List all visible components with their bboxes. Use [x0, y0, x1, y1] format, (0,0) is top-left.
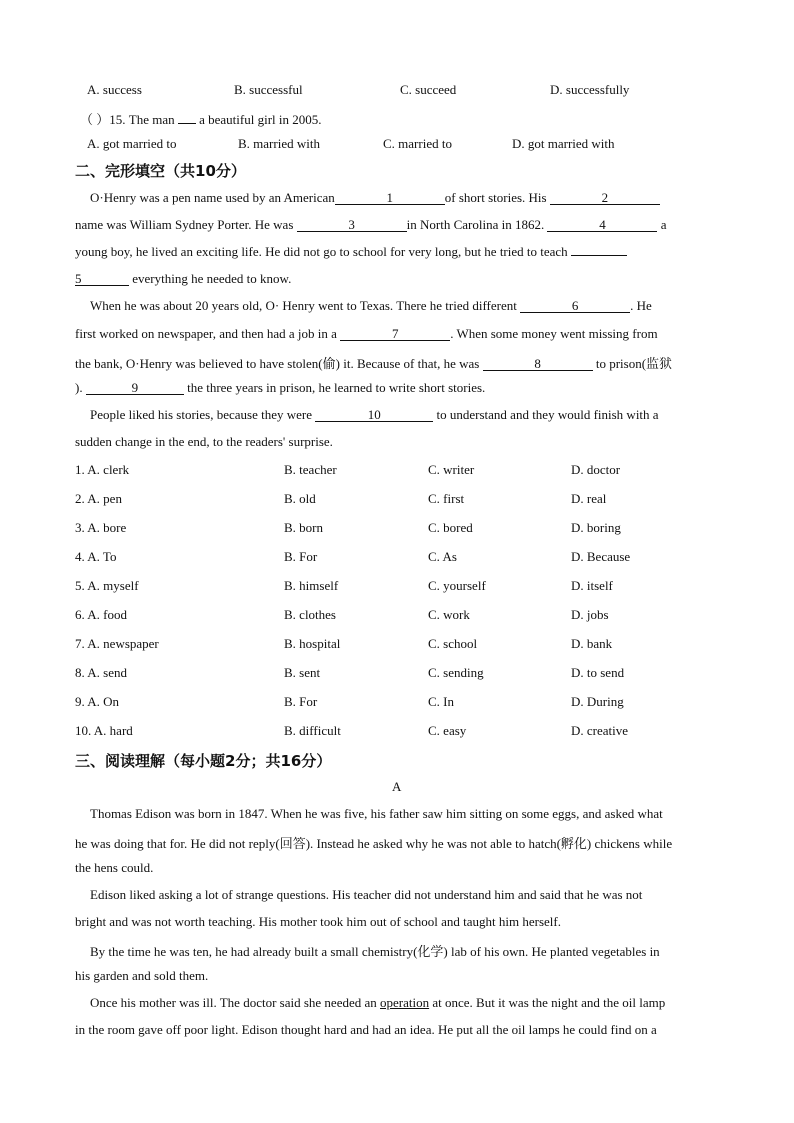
section-2-title: 二、完形填空（共10分）: [75, 162, 246, 180]
reading-line: bright and was not worth teaching. His mother took him out of school and taught him herself.: [75, 914, 561, 929]
cloze-text: the three years in prison, he learned to write short stories.: [187, 380, 486, 395]
q14-option-b: B. successful: [234, 82, 303, 97]
cloze-text: ).: [75, 380, 83, 395]
q15-option-c: C. married to: [383, 136, 452, 151]
q15-paren: （ ）: [80, 112, 110, 127]
cloze-text: of short stories. His: [444, 190, 547, 205]
cloze-blank-5-start: [571, 255, 627, 256]
q14-option-c: C. succeed: [400, 82, 457, 97]
passage-label: A: [392, 779, 402, 794]
cloze-text: When he was about 20 years old, O· Henry went to Texas. There he tried different: [90, 298, 517, 313]
q15-option-a: A. got married to: [87, 136, 177, 151]
cloze-blank-3: 3: [297, 218, 407, 232]
cloze-line: [90, 190, 740, 206]
cloze-text: to prison(监狱: [595, 356, 673, 371]
cloze-option: 3. A. bore: [75, 520, 127, 535]
cloze-option: B. clothes: [284, 607, 336, 622]
cloze-option: B. For: [284, 694, 318, 709]
reading-text: Once his mother was ill. The doctor said she needed an: [90, 995, 377, 1010]
cloze-option: C. easy: [428, 723, 467, 738]
q14-option-a: A. success: [87, 82, 142, 97]
cloze-option: 6. A. food: [75, 607, 127, 622]
cloze-option: 7. A. newspaper: [75, 636, 159, 651]
reading-line: Thomas Edison was born in 1847. When he was five, his father saw him sitting on some eggs, and asked what: [90, 806, 663, 821]
reading-line: his garden and sold them.: [75, 968, 209, 983]
cloze-blank-5: 5: [75, 272, 129, 286]
cloze-option: D. doctor: [571, 462, 621, 477]
cloze-text: . He: [630, 298, 652, 313]
cloze-option: C. writer: [428, 462, 475, 477]
reading-line: [90, 995, 740, 1011]
cloze-option: C. school: [428, 636, 478, 651]
cloze-option: 8. A. send: [75, 665, 127, 680]
cloze-text: the bank, O·Henry was believed to have stolen(偷) it. Because of that, he was: [75, 356, 480, 371]
cloze-text: . When some money went missing from: [450, 326, 658, 341]
q15-blank: [178, 123, 196, 124]
cloze-option: B. For: [284, 549, 318, 564]
cloze-option: D. Because: [571, 549, 631, 564]
cloze-blank-1: 1: [335, 191, 445, 205]
cloze-option: D. boring: [571, 520, 621, 535]
cloze-option: D. creative: [571, 723, 629, 738]
cloze-option: C. work: [428, 607, 470, 622]
cloze-option: D. bank: [571, 636, 613, 651]
reading-line: By the time he was ten, he had already built a small chemistry(化学) lab of his own. He planted vegetables in: [90, 944, 660, 959]
cloze-line: [90, 298, 740, 314]
cloze-text: everything he needed to know.: [132, 271, 292, 286]
cloze-option: B. sent: [284, 665, 321, 680]
cloze-option: B. old: [284, 491, 316, 506]
cloze-option: B. teacher: [284, 462, 337, 477]
cloze-line: [90, 407, 740, 423]
cloze-text: People liked his stories, because they were: [90, 407, 313, 422]
cloze-blank-8: 8: [483, 357, 593, 371]
q15-pre: 15. The man: [109, 112, 175, 127]
cloze-text: in North Carolina in 1862.: [406, 217, 545, 232]
cloze-text: name was William Sydney Porter. He was: [75, 217, 294, 232]
cloze-option: D. jobs: [571, 607, 609, 622]
cloze-option: B. hospital: [284, 636, 341, 651]
q14-option-d: D. successfully: [550, 82, 630, 97]
cloze-option: C. As: [428, 549, 457, 564]
cloze-option: 2. A. pen: [75, 491, 122, 506]
reading-line: he was doing that for. He did not reply(回答). Instead he asked why he was not able to hatch(孵化) chickens while: [75, 836, 673, 851]
cloze-text: to understand and they would finish with a: [436, 407, 659, 422]
reading-text: at once. But it was the night and the oil lamp: [432, 995, 666, 1010]
cloze-option: C. In: [428, 694, 454, 709]
cloze-line: [75, 217, 725, 233]
cloze-text: a: [660, 217, 667, 232]
cloze-option: C. first: [428, 491, 465, 506]
cloze-option: 9. A. On: [75, 694, 120, 709]
cloze-blank-4: 4: [547, 218, 657, 232]
reading-line: Edison liked asking a lot of strange questions. His teacher did not understand him and said that he was not: [90, 887, 643, 902]
cloze-text: first worked on newspaper, and then had a job in a: [75, 326, 337, 341]
cloze-line: [75, 244, 725, 260]
cloze-text: O·Henry was a pen name used by an American: [90, 190, 335, 205]
cloze-option: 5. A. myself: [75, 578, 139, 593]
cloze-line: [75, 353, 725, 372]
cloze-option: D. itself: [571, 578, 613, 593]
q15-post: a beautiful girl in 2005.: [199, 112, 322, 127]
cloze-option: B. difficult: [284, 723, 341, 738]
cloze-option: D. real: [571, 491, 607, 506]
cloze-option: 4. A. To: [75, 549, 117, 564]
cloze-line: [75, 380, 725, 396]
cloze-blank-2: 2: [550, 191, 660, 205]
cloze-line: [75, 326, 725, 342]
cloze-blank-9: 9: [86, 381, 184, 395]
reading-line: the hens could.: [75, 860, 154, 875]
cloze-blank-7: 7: [340, 327, 450, 341]
cloze-option: C. yourself: [428, 578, 486, 593]
cloze-option: B. himself: [284, 578, 339, 593]
cloze-option: 1. A. clerk: [75, 462, 130, 477]
cloze-option: B. born: [284, 520, 323, 535]
underlined-word-operation: operation: [380, 995, 430, 1010]
cloze-option: D. During: [571, 694, 624, 709]
cloze-option: D. to send: [571, 665, 625, 680]
cloze-blank-10: 10: [315, 408, 433, 422]
cloze-blank-6: 6: [520, 299, 630, 313]
q15-stem: [80, 109, 730, 128]
reading-line: in the room gave off poor light. Edison thought hard and had an idea. He put all the oil lamps he could find on a: [75, 1022, 657, 1037]
cloze-line: [75, 434, 725, 450]
cloze-option: C. sending: [428, 665, 484, 680]
q15-option-b: B. married with: [238, 136, 320, 151]
cloze-text: sudden change in the end, to the readers' surprise.: [75, 434, 333, 449]
cloze-text: young boy, he lived an exciting life. He did not go to school for very long, but he tried to teach: [75, 244, 568, 259]
section-3-title: 三、阅读理解（每小题2分；共16分）: [75, 752, 332, 770]
cloze-line: [75, 271, 725, 287]
cloze-option: 10. A. hard: [75, 723, 133, 738]
q15-option-d: D. got married with: [512, 136, 615, 151]
cloze-option: C. bored: [428, 520, 473, 535]
